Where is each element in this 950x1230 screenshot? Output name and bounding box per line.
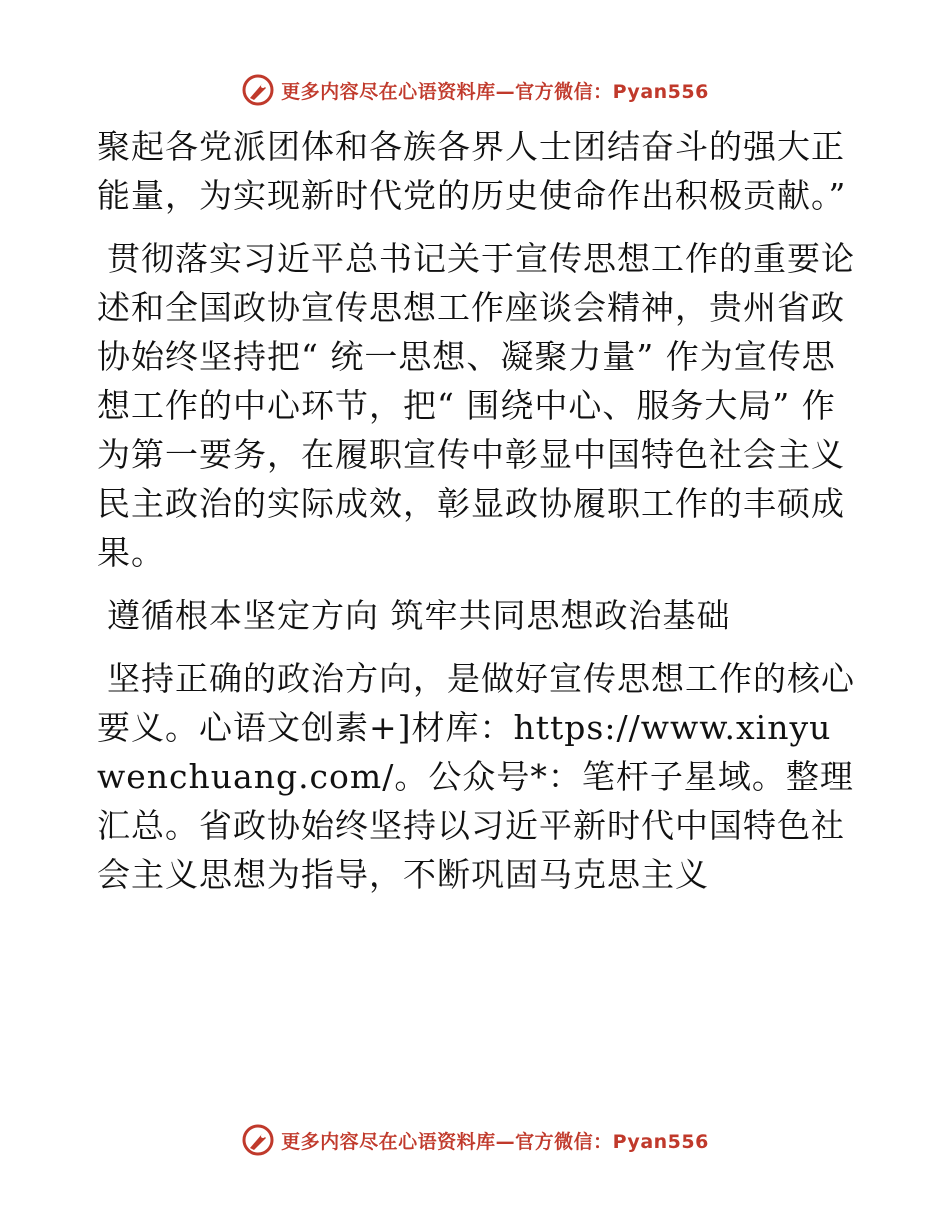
watermark-text: 更多内容尽在心语资料库—官方微信：Pyan556 (281, 1130, 709, 1153)
paragraph-2: 贯彻落实习近平总书记关于宣传思想工作的重要论述和全国政协宣传思想工作座谈会精神，贵州省政协始终坚持把“ 统一思想、凝聚力量” 作为宣传思想工作的中心环节，把“ 围绕中心、服务大局” 作为第一要务，在履职宣传中彰显中国特色社会主义民主政治的实际成效，彰显政协履职工作的丰硕成果。 (97, 239, 855, 572)
header-watermark (0, 70, 950, 110)
pen-nib-logo-icon (241, 73, 275, 107)
paragraph-1: 聚起各党派团体和各族各界人士团结奋斗的强大正能量，为实现新时代党的历史使命作出积极贡献。” (97, 127, 847, 215)
paragraph-3: 坚持正确的政治方向，是做好宣传思想工作的核心要义。心语文创素+]材库：https://www.xinyuwenchuang.com/。公众号*：笔杆子星域。整理汇总。省政协始终坚持以习近平新时代中国特色社会主义思想为指导，不断巩固马克思主义 (97, 659, 855, 894)
footer-watermark (0, 1120, 950, 1160)
section-heading: 遵循根本坚定方向 筑牢共同思想政治基础 (107, 596, 731, 635)
watermark-text: 更多内容尽在心语资料库—官方微信：Pyan556 (281, 80, 709, 103)
pen-nib-logo-icon (241, 1123, 275, 1157)
document-body (97, 122, 857, 899)
